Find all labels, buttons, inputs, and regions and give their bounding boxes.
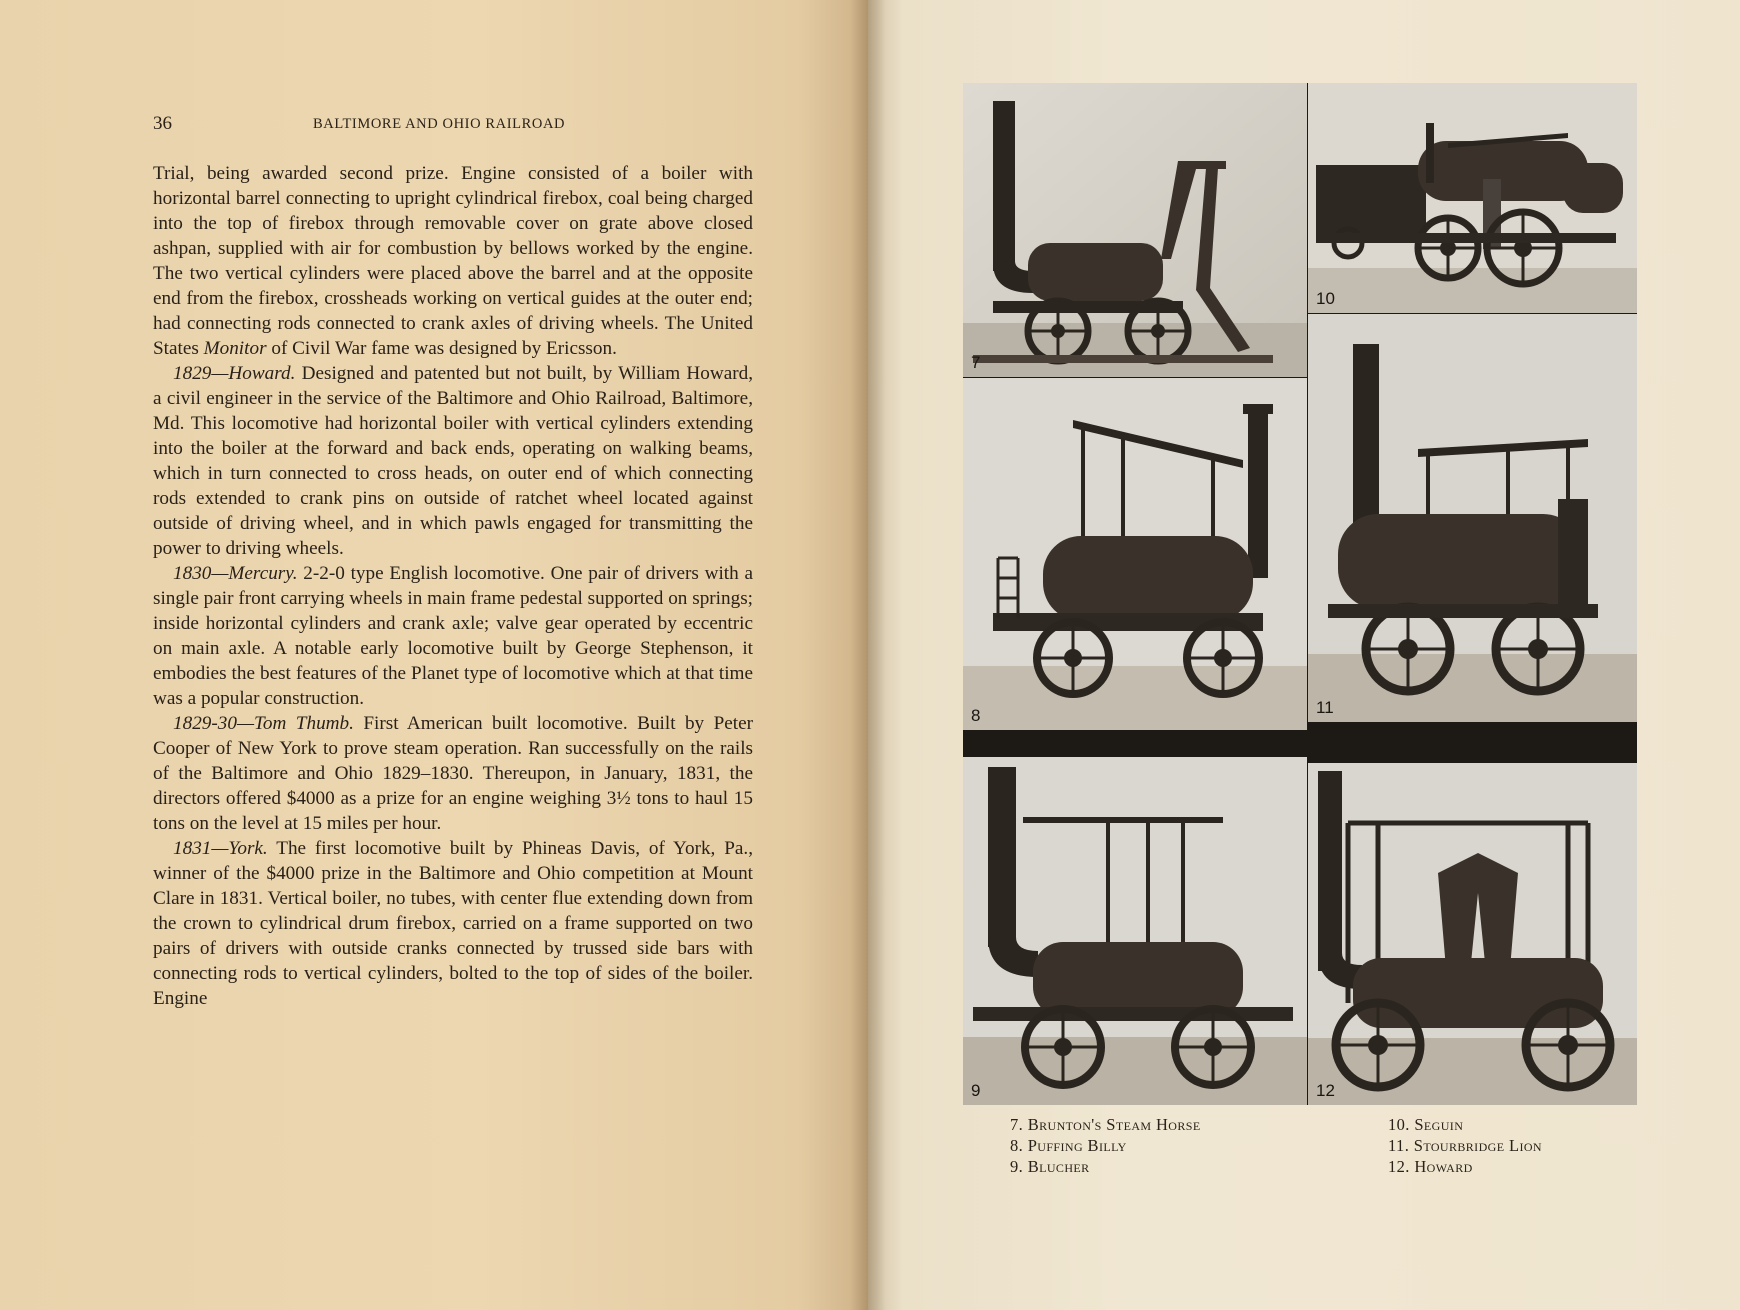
paragraph-text: Trial, being awarded second prize. Engine consisted of a boiler with horizontal barrel connecting to upright cylindrical firebox, coal being charged into the top of firebox through removable cover on grate above closed ashpan, supplied with air for combustion by bellows worked by the engine. The two vertical cylinders were placed above the barrel and at the opposite end from the firebox, crossheads working on vertical guides at the outer end; had connecting rods connected to crank axles of driving wheels. The United States [153, 163, 753, 359]
caption-9 [1010, 1156, 1201, 1177]
entry-text: Designed and patented but not built, by William Howard, a civil engineer in the service of the Baltimore and Ohio Railroad, Baltimore, Md. This locomotive had horizontal boiler with vertical cylinders extending into the boiler at the forward and back ends, operating on walking beams, which in turn connected to cross heads, on outer end of which connecting rods extended to crank pins on outside of ratchet wheel located against outside of driving wheel, and in which pawls engaged for transmitting the power to driving wheels. [153, 363, 753, 559]
entry-text: First American built locomotive. Built by Peter Cooper of New York to prove steam operation. Ran successfully on the rails of the Baltimore and Ohio 1829–1830. Thereupon, in January, 1831, the directors offered $4000 as a prize for an engine weighing 3½ tons to haul 15 tons on the level at 15 miles per hour. [153, 713, 754, 834]
locomotive-10-image [1308, 83, 1637, 313]
entry-heading: 1830—Mercury. [173, 563, 298, 584]
body-text [153, 161, 753, 1011]
plate-number: 11 [1316, 698, 1334, 717]
caption-number: 8. [1010, 1136, 1024, 1155]
caption-12 [1388, 1156, 1542, 1177]
entry-text: The first locomotive built by Phineas Davis, of York, Pa., winner of the $4000 prize in the Baltimore and Ohio competition at Mount Clare in 1831. Vertical boiler, no tubes, with center flue extending down from the crown to cylindrical drum firebox, carried on a frame supported on two pairs of drivers with outside cranks connected by trussed side bars with connecting rods to vertical cylinders, bolted to the top of sides of the boiler. Engine [153, 838, 753, 1009]
running-title: BALTIMORE AND OHIO RAILROAD [313, 116, 566, 132]
ship-name: Monitor [203, 338, 267, 359]
photo-plate-grid [963, 83, 1637, 1105]
photo-plate-8 [963, 378, 1307, 730]
entry-tom-thumb [153, 711, 753, 836]
entry-york [153, 836, 753, 1011]
photo-plate-10 [1308, 83, 1637, 313]
right-page [868, 0, 1740, 1310]
entry-mercury [153, 561, 753, 711]
caption-number: 7. [1010, 1115, 1024, 1134]
running-head [153, 113, 753, 137]
photo-plate-12 [1308, 763, 1637, 1105]
entry-heading: 1831—York. [173, 838, 268, 859]
entry-heading: 1829-30—Tom Thumb. [173, 713, 354, 734]
caption-7 [1010, 1114, 1201, 1135]
caption-number: 11. [1388, 1136, 1410, 1155]
captions-left [1010, 1114, 1201, 1177]
caption-number: 10. [1388, 1115, 1410, 1134]
caption-number: 12. [1388, 1157, 1410, 1176]
caption-10 [1388, 1114, 1542, 1135]
caption-8 [1010, 1135, 1201, 1156]
locomotive-7-image [963, 83, 1307, 377]
plate-number: 9 [971, 1081, 981, 1100]
caption-name: Puffing Billy [1027, 1136, 1127, 1155]
plate-number: 8 [971, 706, 981, 725]
photo-plate-11 [1308, 314, 1637, 722]
caption-name: Blucher [1027, 1157, 1090, 1176]
page-number: 36 [153, 113, 172, 134]
caption-name: Brunton's Steam Horse [1027, 1115, 1201, 1134]
caption-name: Howard [1414, 1157, 1473, 1176]
plate-number: 12 [1316, 1081, 1335, 1100]
photo-plate-7 [963, 83, 1307, 377]
plate-number: 10 [1316, 289, 1335, 308]
locomotive-12-image [1308, 763, 1637, 1105]
caption-name: Stourbridge Lion [1413, 1136, 1542, 1155]
plate-number: 7 [971, 353, 981, 372]
locomotive-8-image [963, 378, 1307, 730]
entry-text: 2-2-0 type English locomotive. One pair of drivers with a single pair front carrying wheels in main frame pedestal supported on springs; inside horizontal cylinders and crank axle; valve gear operated by eccentric on main axle. A notable early locomotive built by George Stephenson, it embodies the best features of the Planet type of locomotive which at that time was a popular construction. [153, 563, 753, 709]
photo-plate-9 [963, 757, 1307, 1105]
book-gutter [850, 0, 886, 1310]
paragraph-text-end: of Civil War fame was designed by Ericsson. [266, 338, 617, 359]
locomotive-9-image [963, 757, 1307, 1105]
caption-name: Seguin [1414, 1115, 1464, 1134]
captions-right [1388, 1114, 1542, 1177]
caption-number: 9. [1010, 1157, 1024, 1176]
entry-heading: 1829—Howard. [173, 363, 296, 384]
entry-howard [153, 361, 753, 561]
caption-11 [1388, 1135, 1542, 1156]
paragraph-continuation [153, 161, 753, 361]
left-page [0, 0, 868, 1310]
locomotive-11-image [1308, 314, 1637, 722]
